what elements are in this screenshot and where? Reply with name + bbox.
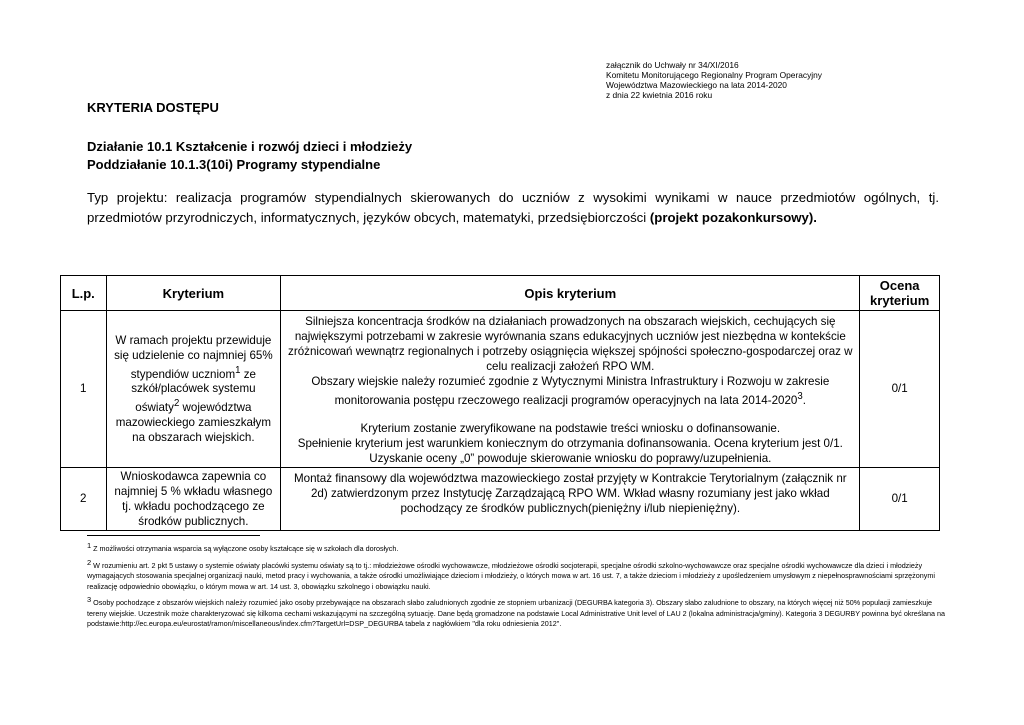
resolution-note-line: Województwa Mazowieckiego na lata 2014-2020 <box>606 80 787 90</box>
footnote-text: W rozumieniu art. 2 pkt 5 ustawy o systemie oświaty placówki systemu oświaty są to tj.: młodzieżowe ośrodki wychowawcze, młodzieżowe ośrodki socjoterapii, specjalne ośrodki szkolno-wychowawcze oraz specjalne ośrodki wychowawcze dla dzieci i młodzieży wymagających stosowania specjalnej organizacji nauki, metod pracy i wychowania, a także ośrodki umożliwiające dzieciom i młodzieży, o których mowa w art. 16 ust. 7, a także dzieciom i młodzieży z upośledzeniem umysłowym z niepełnosprawnościami sprzężonymi realizację odpowiednio obowiązku, o którym mowa w art. 14 ust. 3, obowiązku szkolnego i obowiązku nauki. <box>87 560 935 591</box>
table-header-row <box>61 276 940 311</box>
criteria-table <box>60 275 940 531</box>
description-text: Obszary wiejskie należy rozumieć zgodnie z Wytycznymi Ministra Infrastruktury i Rozwoju w zakresie monitorowania postępu rzeczowego realizacji programów operacyjnych na lata 2014-2020 <box>311 375 830 407</box>
footnote-separator <box>87 535 260 536</box>
header-opis: Opis kryterium <box>281 276 860 311</box>
criterion-text: W ramach projektu przewiduje się udzielenie co najmniej 65% stypendiów uczniom <box>114 333 273 381</box>
page-title: KRYTERIA DOSTĘPU <box>87 100 219 115</box>
criterion-cell <box>106 311 281 468</box>
header-lp: L.p. <box>61 276 107 311</box>
resolution-note-line: załącznik do Uchwały nr 34/XI/2016 <box>606 60 739 70</box>
description-paragraph: Spełnienie kryterium jest warunkiem koniecznym do otrzymania dofinansowania. Ocena kryterium jest 0/1. <box>297 436 843 450</box>
description-paragraph: Silniejsza koncentracja środków na działaniach prowadzonych na obszarach wiejskich, cechujących się największymi potrzebami w zakresie wyrównania szans edukacyjnych uczniów jest niezbędna w kontekście zróżnicowań wewnątrz regionalnych i potrzeby osiągnięcia większej spójności społeczno-gospodarczej oraz w celu realizacji założeń RPO WM. <box>288 315 853 373</box>
poddzialanie-title: Poddziałanie 10.1.3(10i) Programy stypendialne <box>87 157 381 172</box>
dzialanie-title: Działanie 10.1 Kształcenie i rozwój dzieci i młodzieży <box>87 139 413 154</box>
header-ocena-line2: kryterium <box>870 293 930 308</box>
footnote-number: 3 <box>87 595 92 604</box>
footnote-ref: 3 <box>797 391 803 402</box>
action-heading <box>87 138 412 174</box>
table-row <box>61 467 940 530</box>
footnote-number: 2 <box>87 557 92 567</box>
header-kryterium: Kryterium <box>106 276 281 311</box>
footnote-number: 1 <box>87 541 92 550</box>
footnote-text: Z możliwości otrzymania wsparcia są wyłączone osoby kształcące się w szkołach dla dorosłych. <box>93 544 399 553</box>
criterion-text: województwa mazowieckiego zamieszkałym na obszarach wiejskich. <box>115 401 272 445</box>
footnotes <box>87 541 947 633</box>
score-cell: 0/1 <box>860 311 940 468</box>
description-paragraph: Uzyskanie oceny „0” powoduje skierowanie wniosku do poprawy/uzupełnienia. <box>369 451 772 465</box>
project-type-text: Typ projektu: realizacja programów stypendialnych skierowanych do uczniów z wysokimi wynikami w nauce przedmiotów ogólnych, tj. przedmiotów przyrodniczych, informatycznych, języków obcych, matematyki, przedsiębiorczości <box>87 190 939 225</box>
project-type-paragraph <box>87 188 939 228</box>
criterion-text: ze szkół/placówek systemu oświaty <box>131 367 256 415</box>
header-ocena-line1: Ocena <box>879 278 920 293</box>
resolution-note-line: z dnia 22 kwietnia 2016 roku <box>606 90 713 100</box>
row-number: 2 <box>61 467 107 530</box>
project-type-bold: (projekt pozakonkursowy). <box>649 210 817 225</box>
footnote-text: Osoby pochodzące z obszarów wiejskich należy rozumieć jako osoby przebywające na obszarach słabo zaludnionych zgodnie ze stopniem urbanizacji (DEGURBA kategoria 3). Obszary słabo zaludnione to obszary, na których więcej niż 50% populacji zamieszkuje tereny wiejskie. Uczestnik może charakteryzować się kilkoma cechami wskazującymi na szczególną sytuację. Dane będą gromadzone na podstawie Local Administrative Unit level of LAU 2 (lokalna administracja/gminy). Kategoria 3 DEGURBY powinna być określana na podstawie:http://ec.europa.eu/eurostat/ramon/miscellaneous/index.cfm?TargetUrl=DSP_DEGURBA tabela z nagłówkiem "dla roku odniesienia 2012". <box>87 598 945 628</box>
description-cell <box>281 311 860 468</box>
paragraph-gap <box>284 408 856 421</box>
footnote <box>87 541 947 555</box>
score-cell: 0/1 <box>860 467 940 530</box>
resolution-note-line: Komitetu Monitorującego Regionalny Program Operacyjny <box>606 70 822 80</box>
footnote <box>87 595 947 630</box>
footnote-ref: 2 <box>173 398 180 410</box>
description-paragraph: Kryterium zostanie zweryfikowane na podstawie treści wniosku o dofinansowanie. <box>360 421 781 435</box>
description-cell: Montaż finansowy dla województwa mazowieckiego został przyjęty w Kontrakcie Terytorialnym (załącznik nr 2d) zatwierdzonym przez Instytucję Zarządzającą RPO WM. Wkład własny rozumiany jest jako wkład pochodzący ze środków publicznych(pieniężny i/lub niepieniężny). <box>281 467 860 530</box>
header-ocena <box>860 276 940 311</box>
description-paragraph <box>284 374 856 408</box>
table-row <box>61 311 940 468</box>
criterion-cell: Wnioskodawca zapewnia co najmniej 5 % wkładu własnego tj. wkładu pochodzącego ze środków publicznych. <box>106 467 281 530</box>
resolution-note <box>606 60 822 100</box>
row-number: 1 <box>61 311 107 468</box>
description-text: . <box>802 393 806 407</box>
footnote <box>87 558 947 593</box>
footnote-ref: 1 <box>235 364 241 376</box>
